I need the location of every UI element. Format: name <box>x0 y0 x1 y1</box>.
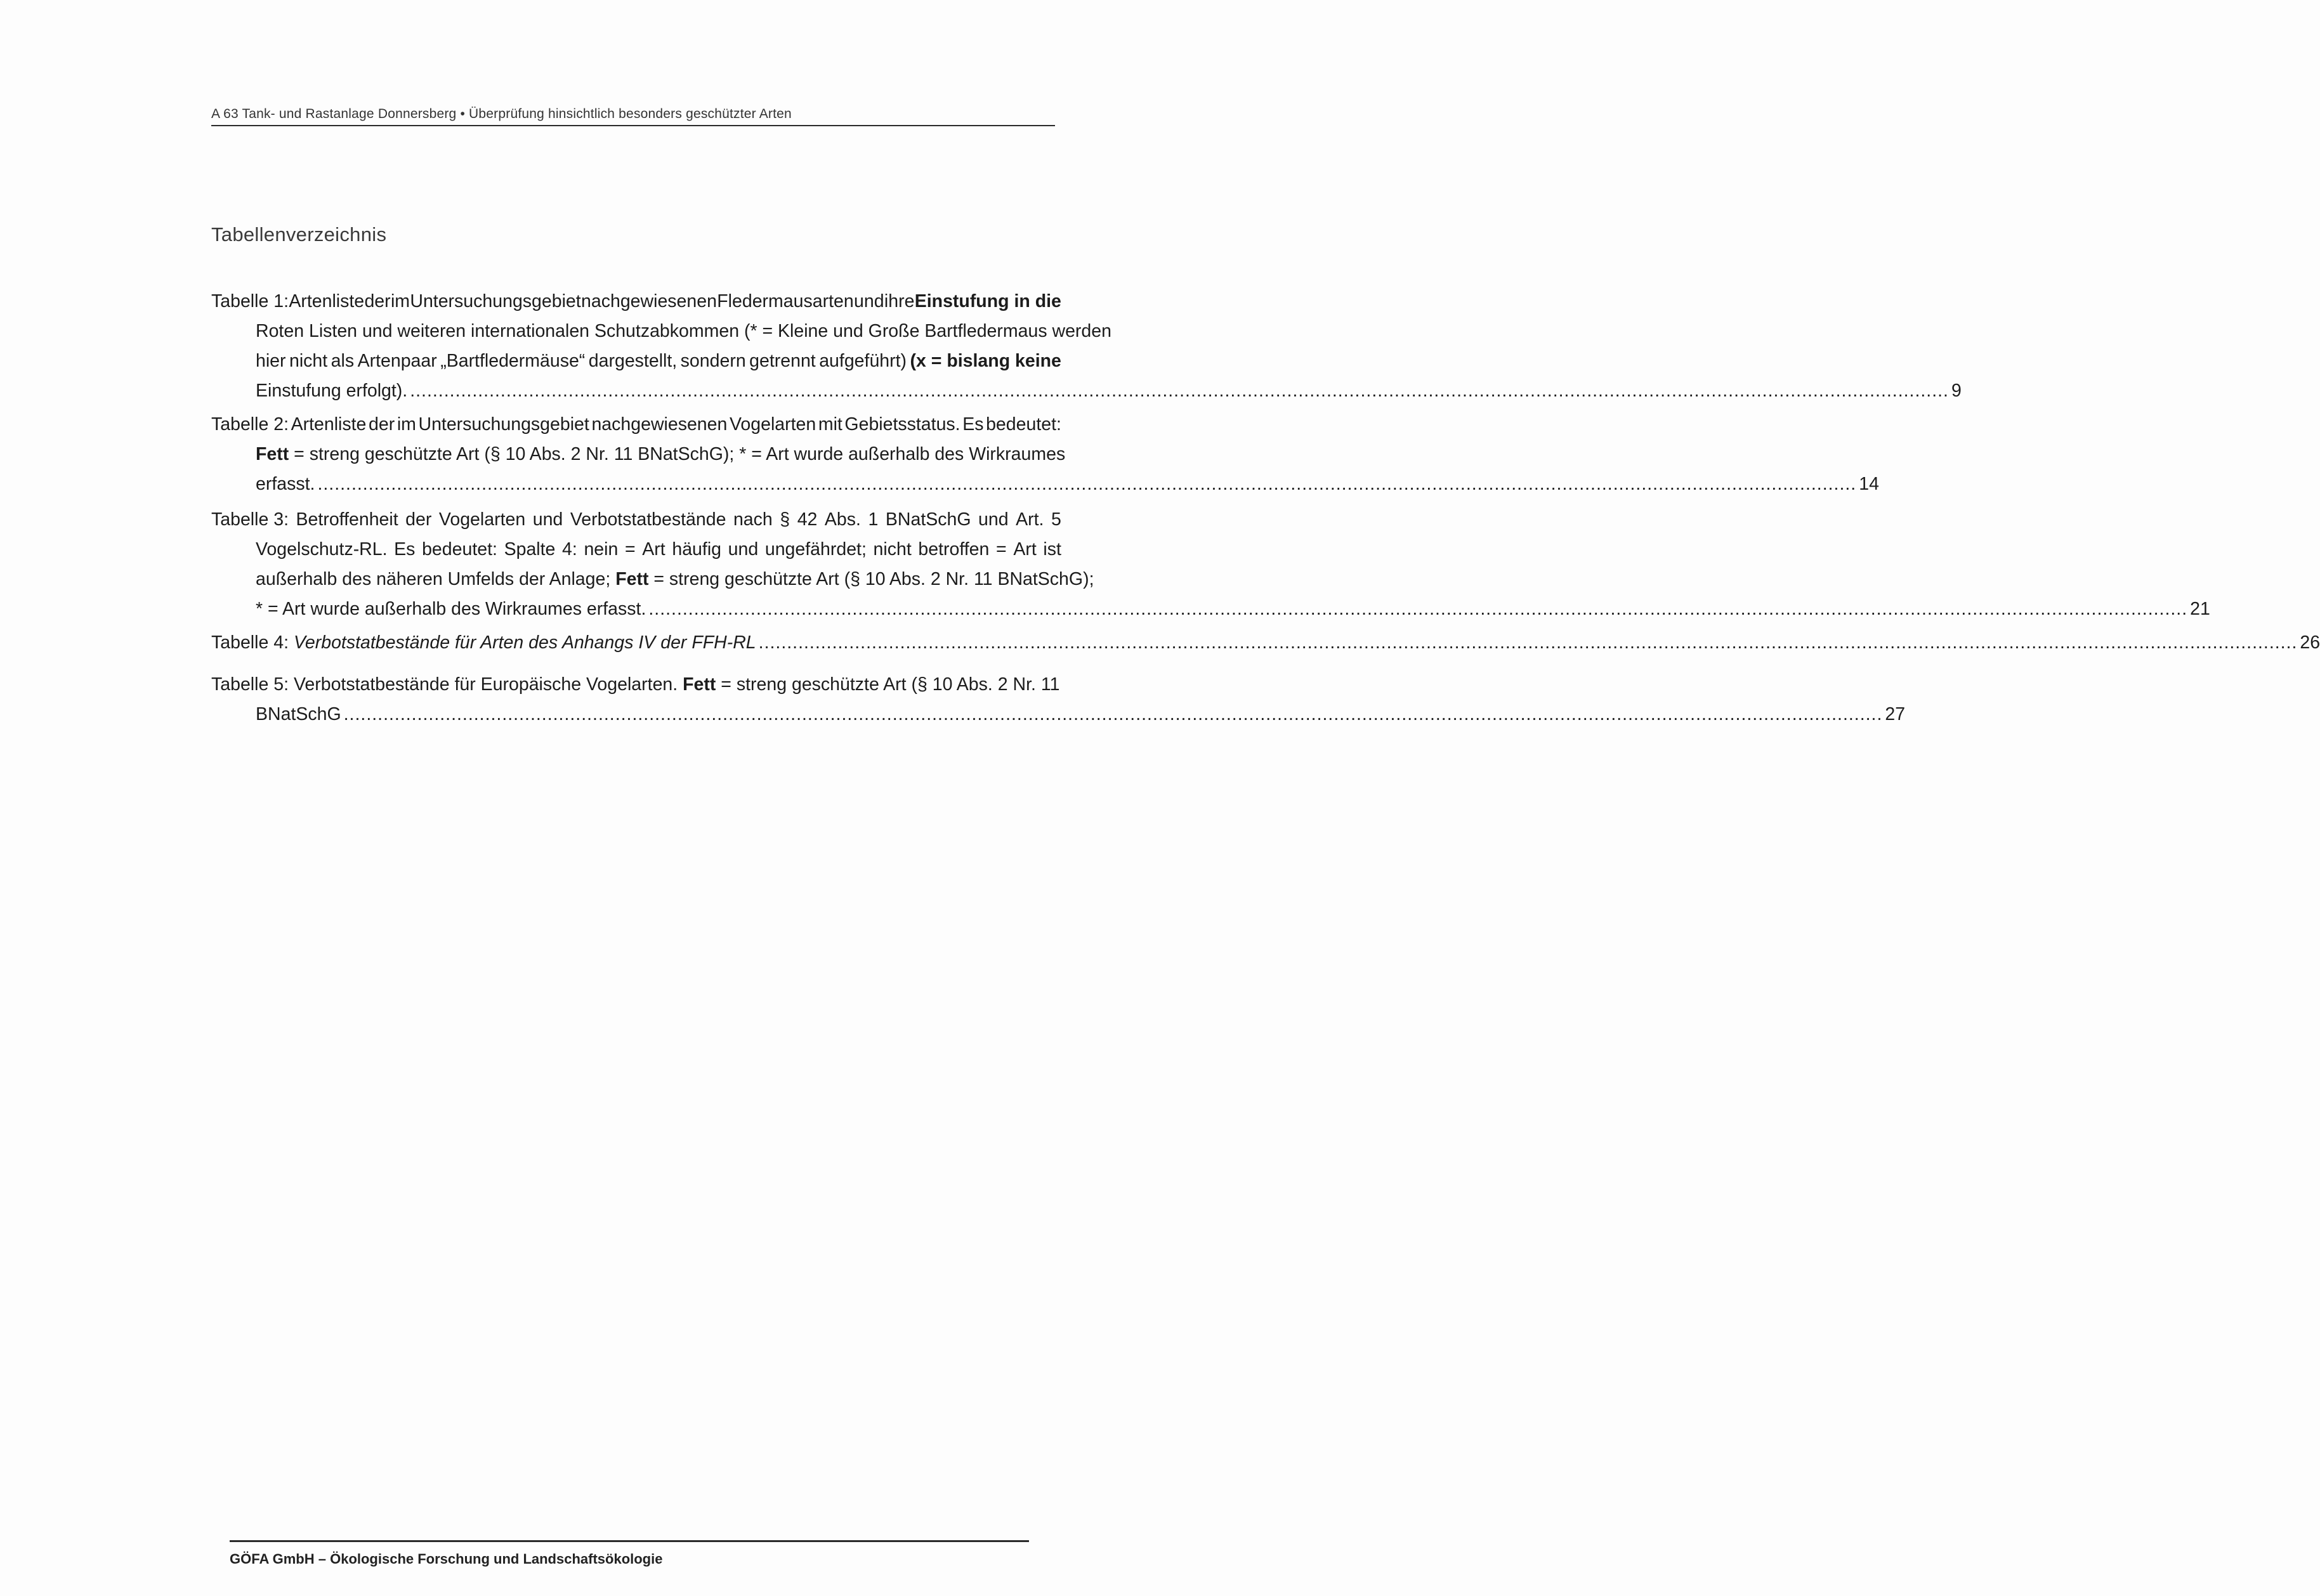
entry-leader-line: erfasst. ................................................................................................................................................................................................................................................................................ 14 <box>211 469 1061 499</box>
entry-leader-line: Einstufung erfolgt). ................................................................................................................................................................................................................................................................................ 9 <box>211 376 1061 406</box>
entry-line: Tabelle 1: Artenliste der im Untersuchungsgebiet nachgewiesenen Fledermausarten und ihre Einstufung in die <box>211 287 1061 317</box>
dot-leader: ................................................................................................................................................................................................................................................................................ <box>410 381 1949 401</box>
toc-entry-tabelle-2[interactable] <box>211 410 1879 499</box>
entry-line: hier nicht als Artenpaar „Bartfledermäuse“ dargestellt, sondern getrennt aufgeführt) (x = bislang keine <box>256 351 1061 371</box>
entry-leader-line <box>211 628 2320 658</box>
toc-entry-tabelle-5[interactable] <box>211 670 1906 729</box>
toc-entry-tabelle-4[interactable] <box>211 628 2320 658</box>
entry-label: Tabelle 4: <box>211 632 289 653</box>
entry-label: Tabelle 2: <box>211 414 289 435</box>
dot-leader: ................................................................................................................................................................................................................................................................................ <box>758 632 2298 653</box>
page-number: 14 <box>1859 474 1879 494</box>
entry-line: Vogelschutz-RL. Es bedeutet: Spalte 4: nein = Art häufig und ungefährdet; nicht betroffen = Art ist <box>256 539 1061 559</box>
page-header: A 63 Tank- und Rastanlage Donnersberg • Überprüfung hinsichtlich besonders geschützter Arten <box>211 107 1055 126</box>
toc-entry-tabelle-3[interactable] <box>211 505 2210 624</box>
entry-line: Roten Listen und weiteren internationalen Schutzabkommen (* = Kleine und Große Bartfledermaus werden <box>256 321 1111 341</box>
dot-leader: ................................................................................................................................................................................................................................................................................ <box>648 599 2188 619</box>
entry-leader-line: * = Art wurde außerhalb des Wirkraumes erfasst. ................................................................................................................................................................................................................................................................................ 21 <box>211 594 1061 624</box>
page-footer: GÖFA GmbH – Ökologische Forschung und Landschaftsökologie <box>230 1540 1029 1567</box>
section-heading: Tabellenverzeichnis <box>211 223 387 245</box>
dot-leader: ................................................................................................................................................................................................................................................................................ <box>317 474 1857 494</box>
toc-entry-tabelle-1[interactable] <box>211 287 1962 406</box>
page-number: 21 <box>2190 599 2210 619</box>
entry-label: Tabelle 5: <box>211 674 289 695</box>
page-number: 27 <box>1885 704 1906 724</box>
page-number: 26 <box>2300 632 2320 653</box>
entry-line: Tabelle 5: Verbotstatbestände für Europäische Vogelarten. Fett = streng geschützte Art (§ 10 Abs. 2 Nr. 11 <box>211 674 1060 695</box>
entry-leader-line: BNatSchG ................................................................................................................................................................................................................................................................................ 27 <box>211 700 1061 729</box>
entry-line: Tabelle 2: Artenliste der im Untersuchungsgebiet nachgewiesenen Vogelarten mit Gebietsstatus. Es bedeutet: <box>211 410 1061 440</box>
entry-line: Fett = streng geschützte Art (§ 10 Abs. 2 Nr. 11 BNatSchG); * = Art wurde außerhalb des Wirkraumes <box>256 444 1066 464</box>
entry-label: Tabelle 1: <box>211 291 289 311</box>
page-number: 9 <box>1951 381 1962 401</box>
entry-label: Tabelle 3: <box>211 509 289 530</box>
dot-leader: ................................................................................................................................................................................................................................................................................ <box>343 704 1883 724</box>
entry-line: außerhalb des näheren Umfelds der Anlage; Fett = streng geschützte Art (§ 10 Abs. 2 Nr. 11 BNatSchG); <box>256 569 1094 589</box>
entry-line: Tabelle 3: Betroffenheit der Vogelarten und Verbotstatbestände nach § 42 Abs. 1 BNatSchG und Art. 5 <box>211 505 1061 535</box>
entry-title: Verbotstatbestände für Arten des Anhangs IV der FFH-RL <box>293 632 756 653</box>
